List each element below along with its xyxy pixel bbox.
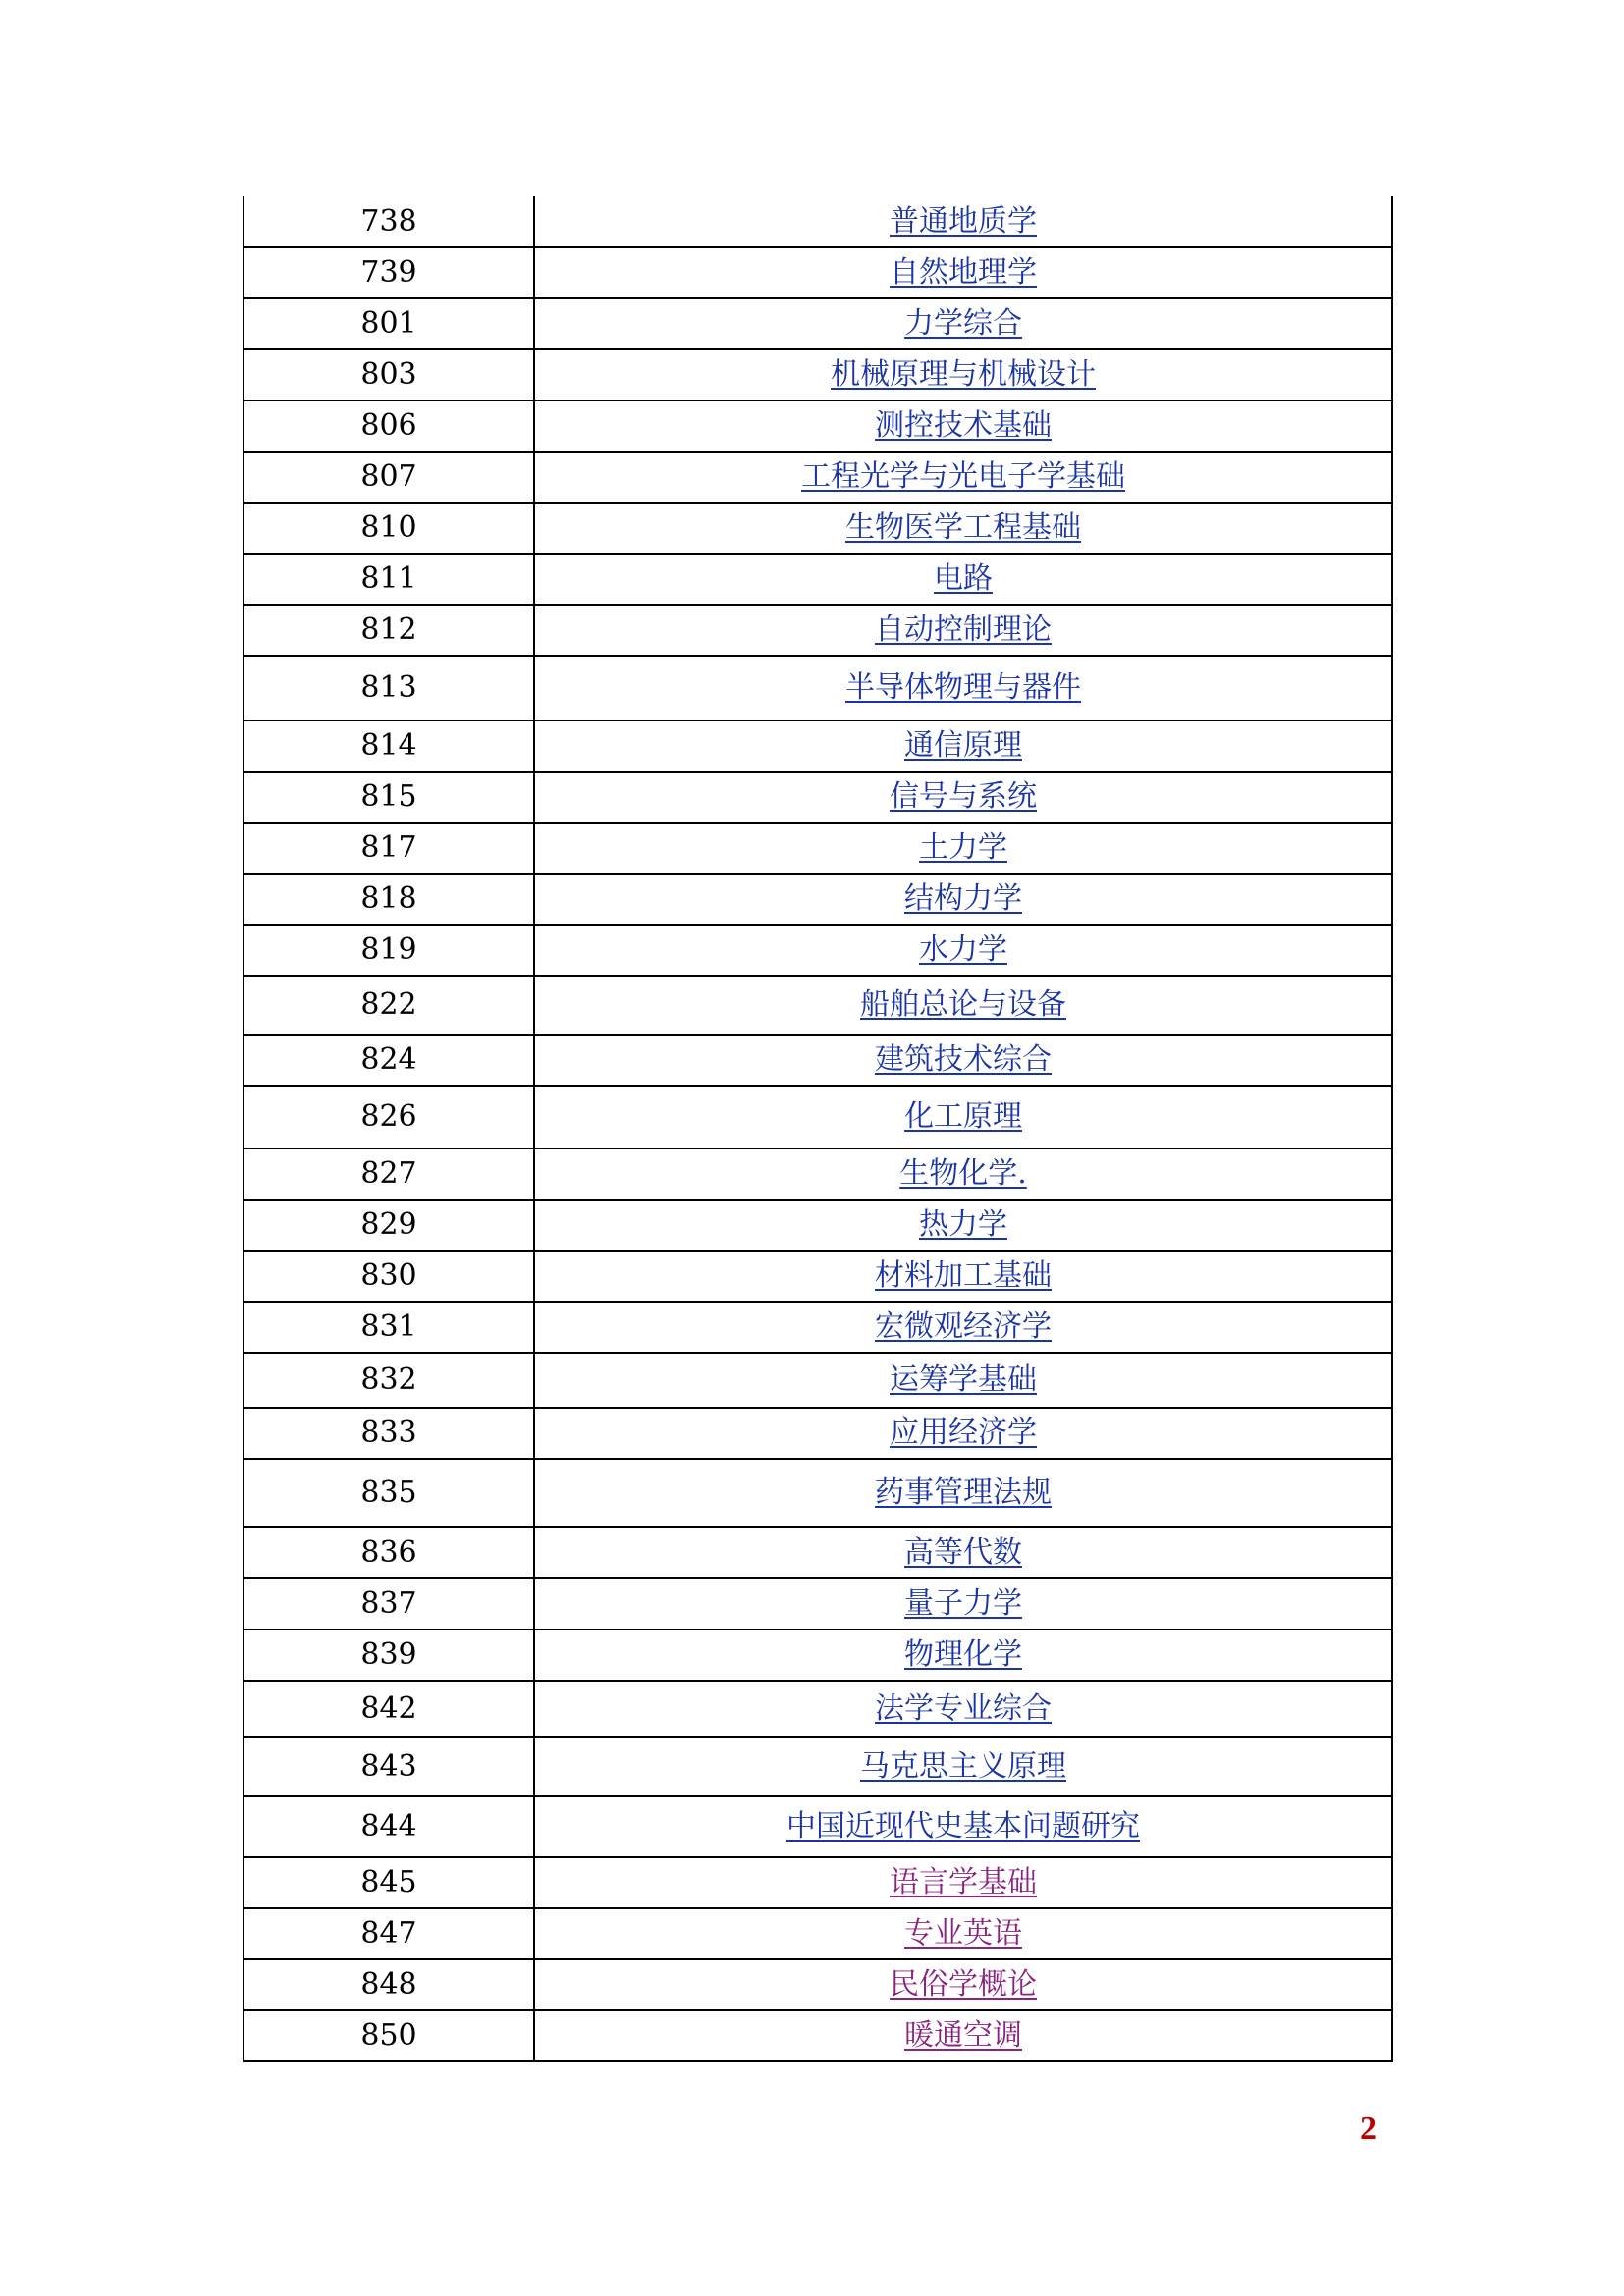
table-row	[244, 1629, 1392, 1681]
subject-name-link[interactable]: 生物医学工程基础	[845, 510, 1081, 545]
subject-table-body	[244, 196, 1392, 2061]
subject-name-cell	[534, 1908, 1392, 1959]
subject-code: 836	[244, 1527, 534, 1578]
subject-name-link[interactable]: 物理化学	[904, 1637, 1022, 1672]
subject-name-cell	[534, 196, 1392, 247]
subject-name-cell	[534, 976, 1392, 1035]
subject-name-cell	[534, 823, 1392, 874]
subject-name-link[interactable]: 宏微观经济学	[875, 1309, 1052, 1344]
subject-name-cell	[534, 503, 1392, 554]
subject-name-cell	[534, 1796, 1392, 1857]
subject-code: 833	[244, 1408, 534, 1459]
subject-code: 807	[244, 452, 534, 503]
table-row	[244, 247, 1392, 298]
subject-code: 801	[244, 298, 534, 349]
table-row	[244, 1200, 1392, 1251]
table-row	[244, 1302, 1392, 1353]
subject-code: 738	[244, 196, 534, 247]
subject-name-link[interactable]: 测控技术基础	[875, 408, 1052, 443]
table-row	[244, 1408, 1392, 1459]
subject-name-link[interactable]: 自动控制理论	[875, 613, 1052, 647]
table-row	[244, 721, 1392, 772]
subject-name-cell	[534, 349, 1392, 400]
subject-name-link[interactable]: 电路	[934, 561, 993, 596]
subject-name-cell	[534, 1857, 1392, 1908]
subject-name-cell	[534, 452, 1392, 503]
subject-code: 813	[244, 656, 534, 721]
subject-name-cell	[534, 247, 1392, 298]
subject-code: 812	[244, 605, 534, 656]
subject-name-cell	[534, 1459, 1392, 1527]
table-row	[244, 503, 1392, 554]
subject-code: 806	[244, 400, 534, 452]
subject-name-cell	[534, 772, 1392, 823]
subject-code: 830	[244, 1251, 534, 1302]
table-row	[244, 298, 1392, 349]
table-row	[244, 772, 1392, 823]
subject-name-cell	[534, 298, 1392, 349]
subject-name-link[interactable]: 通信原理	[904, 728, 1022, 763]
subject-name-link[interactable]: 语言学基础	[890, 1865, 1037, 1899]
subject-name-link[interactable]: 运筹学基础	[890, 1362, 1037, 1397]
table-row	[244, 1527, 1392, 1578]
subject-name-cell	[534, 1959, 1392, 2010]
subject-code: 831	[244, 1302, 534, 1353]
table-row	[244, 1578, 1392, 1629]
subject-name-link[interactable]: 民俗学概论	[890, 1967, 1037, 2002]
subject-code: 844	[244, 1796, 534, 1857]
table-row	[244, 1035, 1392, 1086]
subject-name-cell	[534, 1681, 1392, 1737]
subject-code: 847	[244, 1908, 534, 1959]
subject-code: 739	[244, 247, 534, 298]
subject-name-link[interactable]: 热力学	[919, 1207, 1007, 1242]
subject-code: 837	[244, 1578, 534, 1629]
subject-name-link[interactable]: 力学综合	[904, 306, 1022, 341]
table-row	[244, 452, 1392, 503]
subject-name-link[interactable]: 普通地质学	[890, 203, 1037, 239]
subject-name-link[interactable]: 应用经济学	[890, 1415, 1037, 1450]
subject-name-cell	[534, 1408, 1392, 1459]
table-row	[244, 605, 1392, 656]
subject-code: 817	[244, 823, 534, 874]
subject-name-cell	[534, 1251, 1392, 1302]
subject-name-link[interactable]: 结构力学	[904, 881, 1022, 916]
subject-name-cell	[534, 1148, 1392, 1200]
subject-name-cell	[534, 605, 1392, 656]
subject-name-cell	[534, 1527, 1392, 1578]
subject-name-cell	[534, 1200, 1392, 1251]
table-row	[244, 349, 1392, 400]
subject-code: 839	[244, 1629, 534, 1681]
table-row	[244, 976, 1392, 1035]
subject-code: 824	[244, 1035, 534, 1086]
subject-code: 848	[244, 1959, 534, 2010]
table-row	[244, 1353, 1392, 1408]
table-row	[244, 1796, 1392, 1857]
table-row	[244, 400, 1392, 452]
subject-code: 810	[244, 503, 534, 554]
table-row	[244, 1959, 1392, 2010]
subject-name-link[interactable]: 马克思主义原理	[860, 1749, 1066, 1784]
subject-name-link[interactable]: 土力学	[919, 830, 1007, 865]
subject-code: 832	[244, 1353, 534, 1408]
subject-code: 835	[244, 1459, 534, 1527]
subject-name-link[interactable]: 暖通空调	[904, 2018, 1022, 2053]
table-row	[244, 1086, 1392, 1148]
subject-name-link[interactable]: 生物化学.	[899, 1156, 1027, 1191]
subject-name-cell	[534, 925, 1392, 976]
subject-name-link[interactable]: 量子力学	[904, 1586, 1022, 1621]
subject-name-link[interactable]: 信号与系统	[890, 779, 1037, 814]
subject-name-cell	[534, 554, 1392, 605]
subject-name-link[interactable]: 自然地理学	[890, 255, 1037, 290]
table-row	[244, 1459, 1392, 1527]
subject-name-cell	[534, 1578, 1392, 1629]
subject-code: 850	[244, 2010, 534, 2061]
subject-name-cell	[534, 1035, 1392, 1086]
subject-code: 829	[244, 1200, 534, 1251]
subject-code: 818	[244, 874, 534, 925]
subject-name-link[interactable]: 水力学	[919, 933, 1007, 967]
subject-name-link[interactable]: 机械原理与机械设计	[831, 357, 1096, 392]
subject-code: 803	[244, 349, 534, 400]
subject-name-cell	[534, 400, 1392, 452]
table-row	[244, 1148, 1392, 1200]
subject-code: 811	[244, 554, 534, 605]
table-row	[244, 874, 1392, 925]
subject-name-link[interactable]: 药事管理法规	[875, 1475, 1052, 1510]
table-row	[244, 1908, 1392, 1959]
table-row	[244, 1681, 1392, 1737]
table-row	[244, 554, 1392, 605]
subject-code: 842	[244, 1681, 534, 1737]
subject-name-cell	[534, 656, 1392, 721]
subject-name-cell	[534, 1629, 1392, 1681]
subject-name-link[interactable]: 工程光学与光电子学基础	[801, 459, 1125, 494]
subject-name-link[interactable]: 专业英语	[904, 1916, 1022, 1950]
table-row	[244, 1737, 1392, 1796]
subject-code: 814	[244, 721, 534, 772]
subject-table	[243, 196, 1393, 2062]
subject-name-link[interactable]: 建筑技术综合	[875, 1042, 1052, 1077]
subject-code: 845	[244, 1857, 534, 1908]
subject-name-link[interactable]: 高等代数	[904, 1535, 1022, 1570]
subject-code: 815	[244, 772, 534, 823]
subject-code: 822	[244, 976, 534, 1035]
table-row	[244, 925, 1392, 976]
subject-name-cell	[534, 1737, 1392, 1796]
subject-code: 827	[244, 1148, 534, 1200]
subject-name-cell	[534, 2010, 1392, 2061]
subject-name-link[interactable]: 半导体物理与器件	[845, 670, 1081, 705]
subject-name-link[interactable]: 材料加工基础	[875, 1258, 1052, 1293]
subject-name-link[interactable]: 化工原理	[904, 1099, 1022, 1134]
subject-name-link[interactable]: 法学专业综合	[875, 1691, 1052, 1726]
table-row	[244, 196, 1392, 247]
subject-code: 826	[244, 1086, 534, 1148]
subject-name-cell	[534, 1353, 1392, 1408]
table-row	[244, 656, 1392, 721]
subject-code: 819	[244, 925, 534, 976]
subject-name-cell	[534, 874, 1392, 925]
subject-name-link[interactable]: 船舶总论与设备	[860, 988, 1066, 1022]
page-number: 2	[1360, 2110, 1377, 2147]
subject-name-link[interactable]: 中国近现代史基本问题研究	[786, 1809, 1140, 1843]
subject-name-cell	[534, 1302, 1392, 1353]
table-row	[244, 1857, 1392, 1908]
subject-name-cell	[534, 721, 1392, 772]
subject-code: 843	[244, 1737, 534, 1796]
table-row	[244, 1251, 1392, 1302]
table-row	[244, 2010, 1392, 2061]
subject-name-cell	[534, 1086, 1392, 1148]
table-row	[244, 823, 1392, 874]
